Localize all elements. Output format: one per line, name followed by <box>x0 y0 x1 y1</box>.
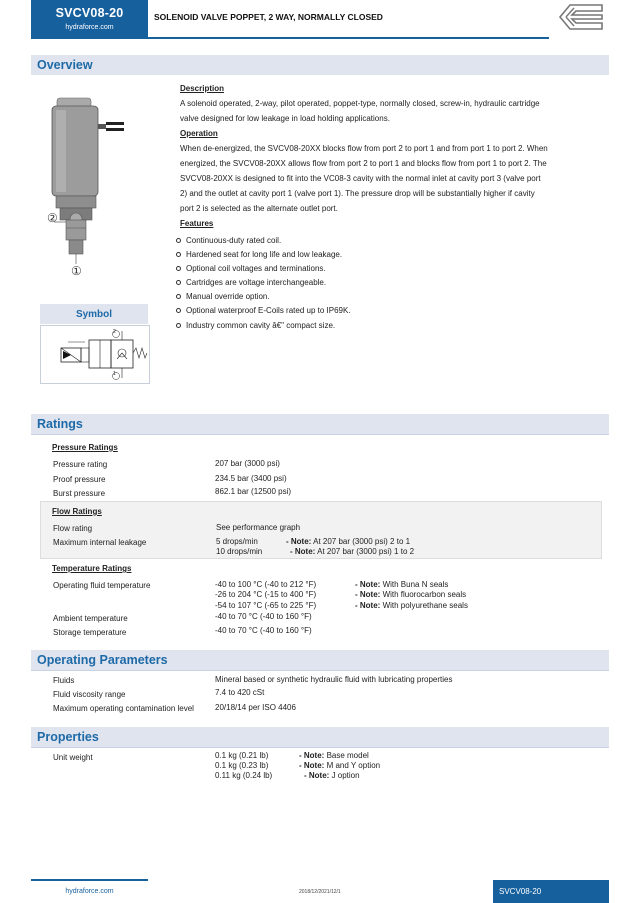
operating-section-bar <box>31 650 609 670</box>
overview-title: Overview <box>37 58 93 72</box>
header-title: SOLENOID VALVE POPPET, 2 WAY, NORMALLY CLOSED <box>154 12 383 22</box>
pressure-ratings-heading: Pressure Ratings <box>52 443 118 452</box>
footer-date: 2018/12/2021/12/1 <box>299 889 341 895</box>
proof-label: Proof pressure <box>53 475 106 484</box>
unit-weight-note: - Note: J option <box>304 771 360 780</box>
burst-value: 862.1 bar (12500 psi) <box>215 487 292 496</box>
unit-weight-value: 0.1 kg (0.21 lb) <box>215 751 269 760</box>
ambient-temp-value: -40 to 70 °C (-40 to 160 °F) <box>215 612 312 621</box>
bullet-icon <box>176 308 181 313</box>
bullet-icon <box>176 266 181 271</box>
flow-rating-label: Flow rating <box>53 524 93 533</box>
description-line: valve designed for low leakage in load holding applications. <box>180 114 390 123</box>
properties-section-bar <box>31 727 609 747</box>
fluid-temp-value: -54 to 107 °C (-65 to 225 °F) <box>215 601 317 610</box>
pressure-value: 207 bar (3000 psi) <box>215 459 280 468</box>
contamination-value: 20/18/14 per ISO 4406 <box>215 703 296 712</box>
unit-weight-label: Unit weight <box>53 753 93 762</box>
feature-item: Continuous-duty rated coil. <box>176 236 281 245</box>
port-2-label: ② <box>47 211 58 225</box>
storage-temp-label: Storage temperature <box>53 628 127 637</box>
operation-line: port 2 is selected as the alternate outlet port. <box>180 204 338 213</box>
unit-weight-note: - Note: M and Y option <box>299 761 381 770</box>
operation-line: energized, the SVCV08-20XX allows flow from port 2 to port 1 and blocks flow from port 1 to port 2. The <box>180 159 547 168</box>
contamination-label: Maximum operating contamination level <box>53 704 194 713</box>
description-line: A solenoid operated, 2-way, pilot operated, poppet-type, normally closed, screw-in, hydraulic cartridge <box>180 99 540 108</box>
unit-weight-value: 0.11 kg (0.24 lb) <box>215 771 273 780</box>
footer-model-box <box>493 880 609 903</box>
fluid-temp-note: - Note: With Buna N seals <box>355 580 449 589</box>
header-model-box <box>31 0 148 39</box>
fluid-temp-label: Operating fluid temperature <box>53 581 151 590</box>
operating-title: Operating Parameters <box>37 653 168 667</box>
flow-rating-value: See performance graph <box>216 523 301 532</box>
symbol-title: Symbol <box>75 309 113 320</box>
fluid-temp-note: - Note: With polyurethane seals <box>355 601 468 610</box>
fluid-temp-value: -40 to 100 °C (-40 to 212 °F) <box>215 580 317 589</box>
properties-title: Properties <box>37 730 99 744</box>
proof-value: 234.5 bar (3400 psi) <box>215 474 287 483</box>
feature-item: Optional coil voltages and terminations. <box>176 264 326 273</box>
hydraulic-symbol-icon <box>41 326 149 383</box>
symbol-port-1: 1 <box>113 371 116 377</box>
ratings-section-bar <box>31 414 609 434</box>
bullet-icon <box>176 238 181 243</box>
symbol-box <box>40 325 150 384</box>
flow-ratings-heading: Flow Ratings <box>52 507 102 516</box>
description-heading: Description <box>180 84 225 93</box>
pressure-label: Pressure rating <box>53 460 108 469</box>
properties-divider <box>31 747 609 748</box>
viscosity-label: Fluid viscosity range <box>53 690 126 699</box>
operation-line: SVCV08-20XX is designed to fit into the VC08-3 cavity with the normal inlet at cavity port 3 (valve port <box>180 174 541 183</box>
leakage-note: - Note: At 207 bar (3000 psi) 2 to 1 <box>286 537 411 546</box>
temperature-ratings-heading: Temperature Ratings <box>52 564 132 573</box>
footer-model: SVCV08-20 <box>499 887 542 896</box>
fluids-value: Mineral based or synthetic hydraulic fluid with lubricating properties <box>215 675 453 684</box>
leakage-value: 10 drops/min <box>216 547 263 556</box>
port-1-label: ① <box>71 264 82 278</box>
symbol-title-bar <box>40 304 148 324</box>
bullet-icon <box>176 252 181 257</box>
feature-item: Manual override option. <box>176 292 270 301</box>
feature-item: Optional waterproof E-Coils rated up to IP69K. <box>176 306 351 315</box>
unit-weight-value: 0.1 kg (0.23 lb) <box>215 761 269 770</box>
unit-weight-note: - Note: Base model <box>299 751 369 760</box>
leakage-value: 5 drops/min <box>216 537 258 546</box>
footer-line <box>31 879 148 881</box>
header-website[interactable]: hydraforce.com <box>65 24 114 31</box>
ratings-title: Ratings <box>37 417 83 431</box>
hydraforce-logo-icon <box>558 2 604 32</box>
header-model: SVCV08-20 <box>55 6 124 20</box>
burst-label: Burst pressure <box>53 489 106 498</box>
features-heading: Features <box>180 219 214 228</box>
valve-illustration <box>44 96 140 282</box>
feature-item: Hardened seat for long life and low leakage. <box>176 250 342 259</box>
bullet-icon <box>176 323 181 328</box>
fluid-temp-value: -26 to 204 °C (-15 to 400 °F) <box>215 590 317 599</box>
leakage-label: Maximum internal leakage <box>53 538 147 547</box>
operation-heading: Operation <box>180 129 218 138</box>
overview-text <box>180 81 605 231</box>
operation-line: 2) and the outlet at cavity port 1 (valve port 1). The pressure drop will be substantially higher if cavity <box>180 189 535 198</box>
operating-divider <box>31 670 609 671</box>
overview-section-bar <box>31 55 609 75</box>
feature-item: Industry common cavity â€" compact size. <box>176 321 335 330</box>
symbol-port-2: 2 <box>113 329 116 335</box>
ambient-temp-label: Ambient temperature <box>53 614 128 623</box>
bullet-icon <box>176 294 181 299</box>
viscosity-value: 7.4 to 420 cSt <box>215 688 265 697</box>
bullet-icon <box>176 280 181 285</box>
fluids-label: Fluids <box>53 676 75 685</box>
operation-line: When de-energized, the SVCV08-20XX blocks flow from port 2 to port 1 and from port 1 to port 2. When <box>180 144 548 153</box>
leakage-note: - Note: At 207 bar (3000 psi) 1 to 2 <box>290 547 415 556</box>
ratings-divider <box>31 434 609 435</box>
header-divider <box>148 37 549 39</box>
fluid-temp-note: - Note: With fluorocarbon seals <box>355 590 467 599</box>
storage-temp-value: -40 to 70 °C (-40 to 160 °F) <box>215 626 312 635</box>
feature-item: Cartridges are voltage interchangeable. <box>176 278 326 287</box>
footer-website[interactable]: hydraforce.com <box>65 888 114 895</box>
